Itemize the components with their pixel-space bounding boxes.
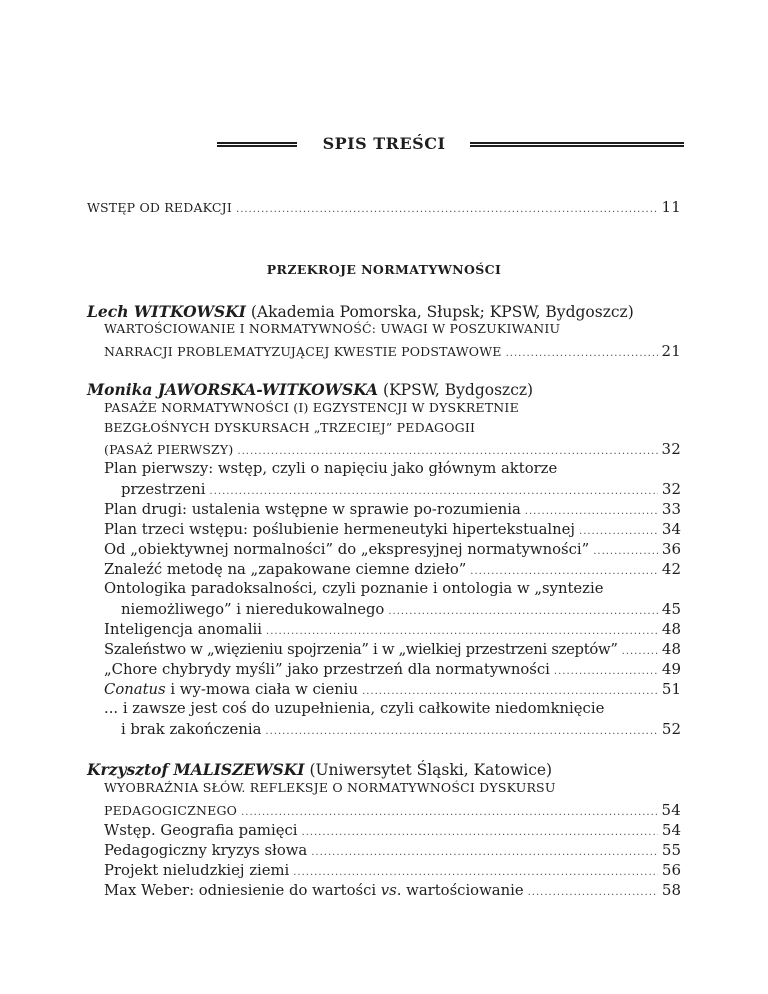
toc-entry-label: Od „obiektywnej normalności” do „ekspresyjnej normatywności”: [104, 541, 590, 558]
author-name: Lech WITKOWSKI: [87, 302, 246, 321]
toc-entry[interactable]: [104, 520, 681, 538]
page-number: 48: [661, 640, 681, 658]
toc-entry[interactable]: [104, 841, 681, 859]
page-number: 34: [661, 520, 681, 538]
leader-dots: [237, 446, 657, 457]
toc-entry[interactable]: [104, 821, 681, 839]
toc-entry-text: i wy-mowa ciała w cieniu: [165, 681, 359, 698]
toc-entry-label: i brak zakończenia: [121, 721, 262, 738]
toc-entry[interactable]: [104, 660, 681, 678]
article-title-text: NARRACJI PROBLEMATYZUJĄCEJ KWESTIE PODSTAWOWE: [104, 344, 502, 359]
toc-entry[interactable]: [104, 560, 681, 578]
toc-entry-label: Inteligencja anomalii: [104, 621, 263, 638]
toc-entry-label: Plan trzeci wstępu: poślubienie hermeneutyki hipertekstualnej: [104, 521, 576, 538]
leader-dots: [525, 506, 658, 517]
article-title-line[interactable]: [104, 440, 681, 458]
author-line: [87, 302, 634, 321]
toc-entry[interactable]: [104, 500, 681, 518]
toc-entry-label: niemożliwego” i nieredukowalnego: [121, 601, 385, 618]
toc-entry[interactable]: [104, 620, 681, 638]
leader-dots: [528, 887, 658, 898]
author-affiliation: (Akademia Pomorska, Słupsk; KPSW, Bydgoszcz): [245, 303, 634, 321]
leader-dots: [311, 847, 658, 858]
article-title-line[interactable]: WARTOŚCIOWANIE I NORMATYWNOŚĆ: UWAGI W POSZUKIWANIU: [104, 321, 561, 336]
leader-dots: [554, 666, 658, 677]
toc-entry-label: [104, 882, 524, 899]
italic-term: vs: [380, 882, 397, 899]
author-line: [87, 380, 533, 399]
toc-entry[interactable]: [121, 480, 681, 498]
toc-entry[interactable]: [104, 680, 681, 698]
section-heading: PRZEKROJE NORMATYWNOŚCI: [266, 262, 502, 277]
toc-entry[interactable]: [104, 540, 681, 558]
page-number: 56: [661, 861, 681, 879]
toc-entry-label: Plan drugi: ustalenia wstępne w sprawie po-rozumienia: [104, 501, 521, 518]
toc-entry-intro[interactable]: [87, 198, 681, 216]
page-number: 42: [661, 560, 681, 578]
author-name: Krzysztof MALISZEWSKI: [87, 760, 305, 779]
toc-entry[interactable]: [121, 720, 681, 738]
toc-entry-label: Znaleźć metodę na „zapakowane ciemne dzieło”: [104, 561, 467, 578]
toc-entry-label: przestrzeni: [121, 481, 206, 498]
page-number: 55: [661, 841, 681, 859]
toc-entry-label: Pedagogiczny kryzys słowa: [104, 842, 308, 859]
leader-dots: [506, 348, 658, 359]
toc-entry[interactable]: [104, 861, 681, 879]
page-number: 45: [661, 600, 681, 618]
italic-term: Conatus: [104, 681, 166, 698]
toc-entry-line[interactable]: Plan pierwszy: wstęp, czyli o napięciu jako głównym aktorze: [104, 460, 558, 477]
toc-entry-label: WSTĘP OD REDAKCJI: [87, 200, 233, 215]
article-title-text: PEDAGOGICZNEGO: [104, 803, 238, 818]
page-number: 21: [661, 342, 681, 360]
toc-entry-line[interactable]: ... i zawsze jest coś do uzupełnienia, czyli całkowite niedomknięcie: [104, 700, 605, 717]
author-affiliation: (KPSW, Bydgoszcz): [378, 381, 534, 399]
toc-entry-label: Wstęp. Geografia pamięci: [104, 822, 298, 839]
toc-entry-text: Max Weber: odniesienie do wartości: [104, 882, 381, 899]
page-number: 32: [661, 440, 681, 458]
article-title-line[interactable]: [104, 801, 681, 819]
page-number: 49: [661, 660, 681, 678]
author-affiliation: (Uniwersytet Śląski, Katowice): [304, 761, 553, 779]
toc-entry[interactable]: [104, 881, 681, 899]
leader-dots: [622, 646, 658, 657]
page-number: 48: [661, 620, 681, 638]
toc-entry-label: Szaleństwo w „więzieniu spojrzenia” i w „wielkiej przestrzeni szeptów”: [104, 641, 618, 658]
article-title-line[interactable]: PASAŻE NORMATYWNOŚCI (I) EGZYSTENCJI W DYSKRETNIE: [104, 400, 519, 415]
page-number: 33: [661, 500, 681, 518]
article-title-line[interactable]: BEZGŁOŚNYCH DYSKURSACH „TRZECIEJ” PEDAGOGII: [104, 420, 476, 435]
page-number: 58: [661, 881, 681, 899]
leader-dots: [579, 526, 658, 537]
title-rule-right: [470, 142, 684, 147]
author-line: [87, 760, 552, 779]
leader-dots: [293, 867, 658, 878]
article-title-line[interactable]: WYOBRAŹNIA SŁÓW. REFLEKSJE O NORMATYWNOŚCI DYSKURSU: [104, 780, 556, 795]
title-rule-left: [217, 142, 297, 147]
page-number: 32: [661, 480, 681, 498]
title-row: [0, 134, 768, 158]
toc-entry-line[interactable]: Ontologika paradoksalności, czyli poznanie i ontologia w „syntezie: [104, 580, 604, 597]
page-number: 11: [661, 198, 681, 216]
page-number: 54: [661, 821, 681, 839]
leader-dots: [241, 807, 657, 818]
toc-entry[interactable]: [121, 600, 681, 618]
page-number: 54: [661, 801, 681, 819]
leader-dots: [593, 546, 658, 557]
leader-dots: [470, 566, 658, 577]
toc-entry-label: Projekt nieludzkiej ziemi: [104, 862, 290, 879]
leader-dots: [388, 606, 658, 617]
leader-dots: [362, 686, 658, 697]
leader-dots: [210, 486, 658, 497]
leader-dots: [266, 626, 658, 637]
toc-entry-label: „Chore chybrydy myśli” jako przestrzeń dla normatywności: [104, 661, 550, 678]
toc-entry-text: . wartościowanie: [396, 882, 524, 899]
leader-dots: [265, 726, 657, 737]
toc-entry[interactable]: [104, 640, 681, 658]
page-number: 51: [661, 680, 681, 698]
leader-dots: [236, 204, 657, 215]
page-number: 52: [661, 720, 681, 738]
article-title-text: (PASAŻ PIERWSZY): [104, 442, 234, 457]
toc-entry-label: [104, 681, 358, 698]
article-title-line[interactable]: [104, 342, 681, 360]
page-number: 36: [661, 540, 681, 558]
author-name: Monika JAWORSKA-WITKOWSKA: [87, 380, 379, 399]
page-title: SPIS TREŚCI: [322, 134, 446, 153]
leader-dots: [301, 827, 657, 838]
